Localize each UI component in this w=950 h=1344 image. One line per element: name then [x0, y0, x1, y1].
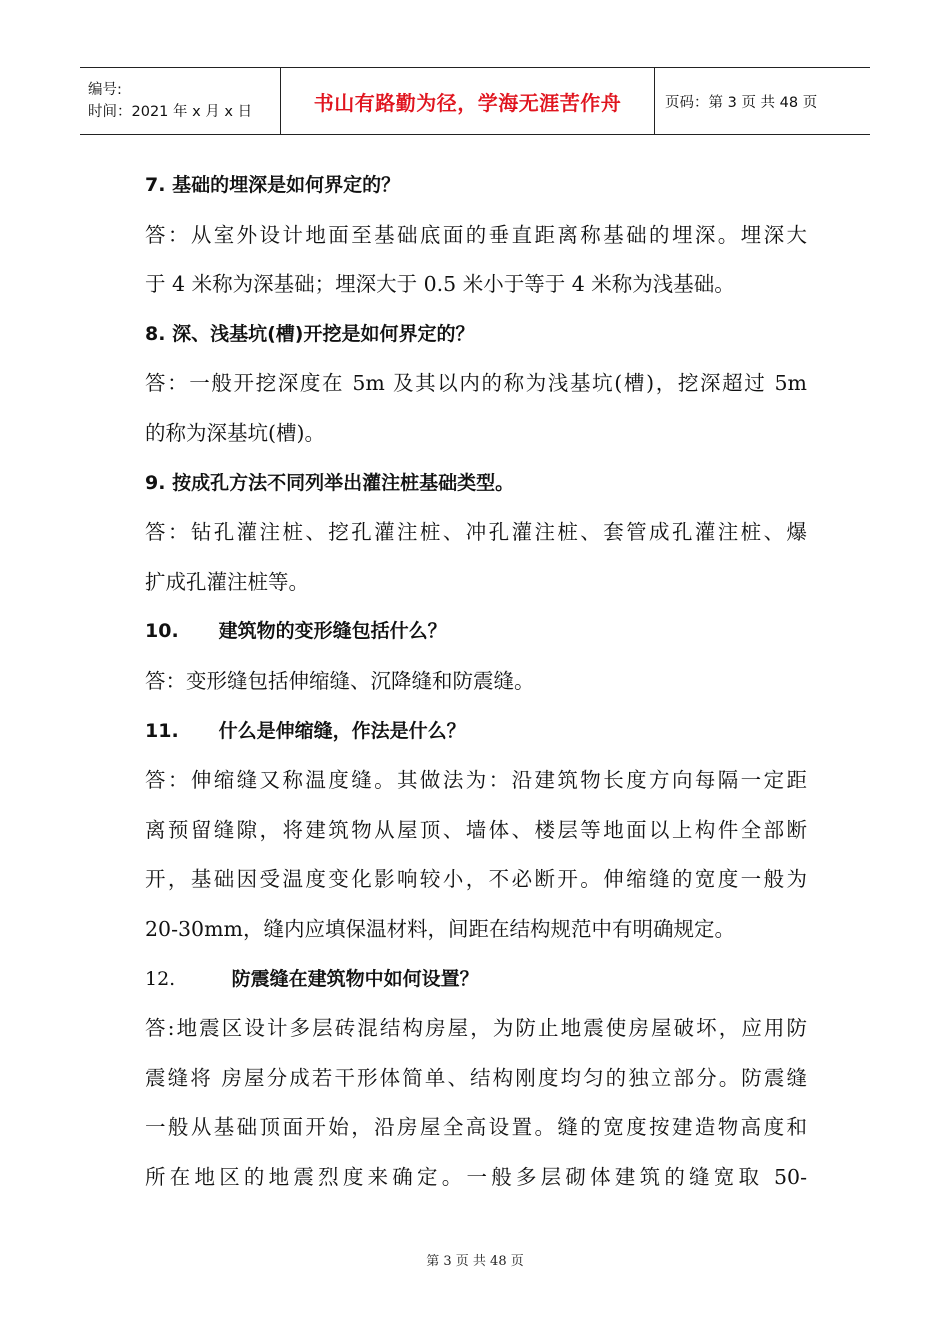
answer-line: 所在地区的地震烈度来确定。一般多层砌体建筑的缝宽取 50-: [145, 1164, 807, 1189]
question-text: 防震缝在建筑物中如何设置？: [231, 967, 479, 990]
question-text: 基础的埋深是如何界定的？: [172, 174, 401, 196]
header-page-info: [655, 68, 870, 134]
answer-line: 开，基础因受温度变化影响较小，不必断开。伸缩缝的宽度一般为: [145, 867, 807, 892]
answer-line: 答：变形缝包括伸缩缝、沉降缝和防震缝。: [145, 668, 535, 693]
code-label: 编号:: [88, 82, 122, 98]
question-number: 7.: [145, 174, 166, 196]
question-12: [145, 955, 807, 1005]
question-10: [145, 607, 807, 657]
question-text: 按成孔方法不同列举出灌注桩基础类型。: [172, 471, 515, 494]
answer-line: 一般从基础顶面开始，沿房屋全高设置。缝的宽度按建造物高度和: [145, 1115, 807, 1140]
answer-line: 答:地震区设计多层砖混结构房屋，为防止地震使房屋破坏，应用防: [145, 1016, 807, 1041]
answer-line: 于 4 米称为深基础；埋深大于 0.5 米小于等于 4 米称为浅基础。: [145, 272, 735, 297]
question-text: 什么是伸缩缝，作法是什么？: [218, 719, 466, 742]
question-number: 12.: [145, 967, 176, 990]
footer-page-number: 第 3 页 共 48 页: [426, 1254, 524, 1269]
header-meta: [80, 68, 280, 134]
question-number: 10.: [145, 620, 179, 643]
header-motto-cell: [280, 68, 655, 134]
question-11: [145, 707, 807, 757]
page-info: 页码：第 3 页 共 48 页: [665, 94, 818, 111]
question-number: 9.: [145, 471, 166, 494]
document-body: [145, 161, 807, 1202]
answer-line: 答：钻孔灌注桩、挖孔灌注桩、冲孔灌注桩、套管成孔灌注桩、爆: [145, 520, 807, 545]
answer-line: 答：一般开挖深度在 5m 及其以内的称为浅基坑(槽)，挖深超过 5m: [145, 371, 807, 396]
answer-line: 的称为深基坑(槽)。: [145, 420, 325, 445]
question-7: [145, 161, 807, 211]
motto: 书山有路勤为径，学海无涯苦作舟: [313, 90, 622, 115]
question-9: [145, 459, 807, 509]
question-number: 8.: [145, 322, 166, 345]
answer-line: 震缝将 房屋分成若干形体简单、结构刚度均匀的独立部分。防震缝: [145, 1065, 807, 1090]
answer-line: 答：从室外设计地面至基础底面的垂直距离称基础的埋深。埋深大: [145, 222, 807, 247]
answer-line: 扩成孔灌注桩等。: [145, 569, 309, 594]
time-label: 时间：2021 年 x 月 x 日: [88, 104, 253, 120]
answer-line: 20-30mm，缝内应填保温材料，间距在结构规范中有明确规定。: [145, 916, 735, 941]
question-number: 11.: [145, 719, 179, 742]
question-text: 建筑物的变形缝包括什么？: [218, 620, 447, 643]
question-text: 深、浅基坑(槽)开挖是如何界定的？: [172, 322, 475, 345]
answer-line: 离预留缝隙，将建筑物从屋顶、墙体、楼层等地面以上构件全部断: [145, 817, 807, 842]
answer-line: 答：伸缩缝又称温度缝。其做法为：沿建筑物长度方向每隔一定距: [145, 768, 807, 793]
question-8: [145, 310, 807, 360]
page-footer: [0, 1250, 950, 1269]
page-header: [80, 67, 870, 135]
